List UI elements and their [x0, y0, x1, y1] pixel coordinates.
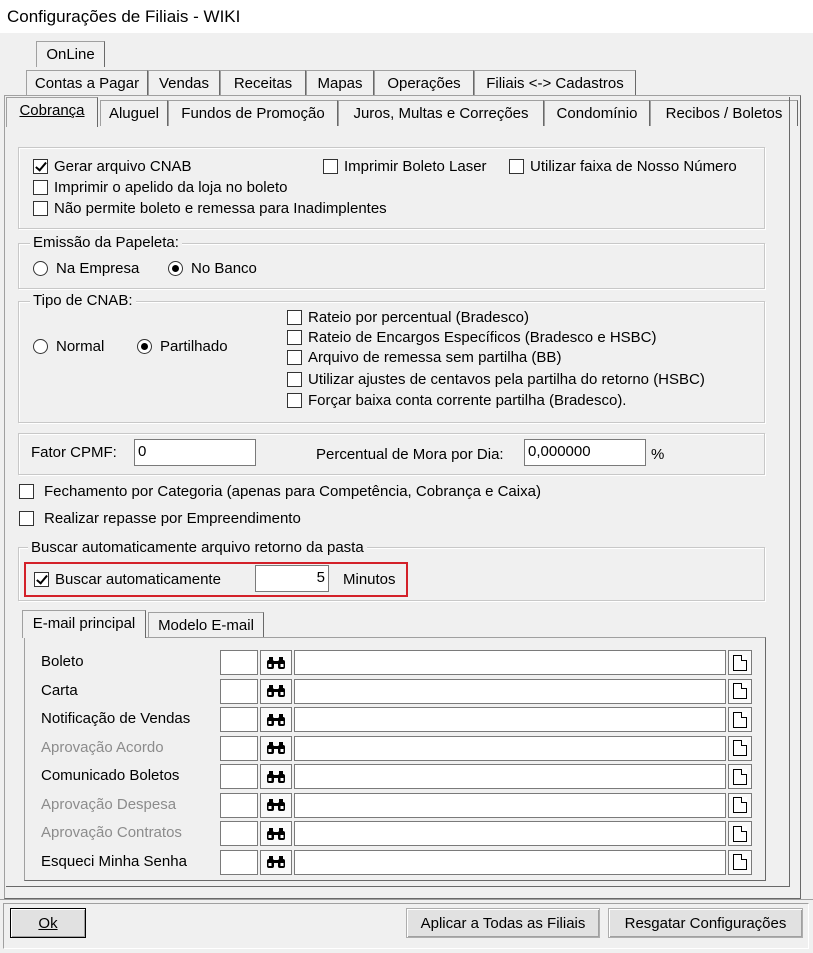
email-code-input[interactable] [220, 764, 258, 789]
email-description-input[interactable] [294, 736, 726, 761]
email-row [25, 821, 765, 847]
document-glyph [733, 740, 747, 756]
binoculars-icon[interactable] [260, 650, 292, 675]
tab-email-principal[interactable] [22, 610, 146, 638]
checkbox-box[interactable] [33, 159, 48, 174]
document-icon[interactable] [728, 679, 752, 704]
email-code-input[interactable] [220, 793, 258, 818]
email-row [25, 850, 765, 876]
checkbox-label: Imprimir Boleto Laser [344, 158, 487, 175]
tab-label: E-mail principal [32, 615, 136, 632]
email-code-input[interactable] [220, 821, 258, 846]
minutos-label: Minutos [343, 571, 396, 588]
tab-label: Condomínio [556, 105, 638, 122]
binoculars-icon[interactable] [260, 679, 292, 704]
email-description-input[interactable] [294, 707, 726, 732]
fator-cpmf-input[interactable]: 0 [134, 439, 256, 466]
email-row-label: Comunicado Boletos [41, 767, 180, 784]
checkbox-label: Fechamento por Categoria (apenas para Competência, Cobrança e Caixa) [44, 483, 541, 500]
email-panel [24, 637, 766, 881]
document-glyph [733, 854, 747, 870]
email-description-input[interactable] [294, 793, 726, 818]
email-code-input[interactable] [220, 736, 258, 761]
checkbox-label: Rateio por percentual (Bradesco) [308, 309, 529, 326]
tipo-cnab-title: Tipo de CNAB: [30, 292, 136, 309]
email-row-label: Carta [41, 681, 78, 699]
ok-button-label: Ok [38, 915, 58, 932]
imprimir-laser-checkbox[interactable] [323, 158, 487, 175]
radio-label: Partilhado [160, 338, 228, 355]
apply-all-button[interactable] [406, 908, 600, 938]
checkbox-box[interactable] [287, 330, 302, 345]
checkbox-label: Arquivo de remessa sem partilha (BB) [308, 349, 562, 366]
document-glyph [733, 826, 747, 842]
checkbox-label: Não permite boleto e remessa para Inadimplentes [54, 200, 387, 217]
inadimplentes-checkbox[interactable] [33, 200, 387, 217]
checkbox-box[interactable] [287, 393, 302, 408]
radio-partilhado[interactable] [137, 338, 228, 355]
checkbox-label: Rateio de Encargos Específicos (Bradesco e HSBC) [308, 329, 657, 346]
repasse-empreendimento-checkbox[interactable] [19, 510, 301, 527]
checkbox-box[interactable] [323, 159, 338, 174]
document-glyph [733, 655, 747, 671]
checkbox-box[interactable] [19, 484, 34, 499]
tab-modelo-email[interactable] [148, 612, 264, 638]
email-description-input[interactable] [294, 679, 726, 704]
fechamento-categoria-checkbox[interactable] [19, 483, 541, 500]
document-glyph [733, 712, 747, 728]
document-glyph [733, 683, 747, 699]
rateio-percentual-checkbox[interactable] [287, 309, 529, 326]
email-row-label: Aprovação Contratos [41, 824, 182, 841]
rateio-encargos-checkbox[interactable] [287, 329, 657, 346]
tab-online[interactable] [36, 41, 105, 67]
tab-label: Modelo E-mail [158, 617, 254, 634]
minutos-input[interactable]: 5 [255, 565, 329, 592]
email-description-input[interactable] [294, 650, 726, 675]
remessa-sem-partilha-checkbox[interactable] [287, 349, 561, 366]
email-row [25, 707, 765, 733]
tab-cobranca[interactable] [6, 97, 98, 127]
email-row [25, 736, 765, 762]
tab-receitas[interactable] [220, 70, 306, 96]
mora-unit: % [651, 446, 665, 463]
radio-circle[interactable] [33, 339, 48, 354]
binoculars-glyph [266, 713, 286, 727]
email-code-input[interactable] [220, 707, 258, 732]
apply-all-button-label: Aplicar a Todas as Filiais [420, 915, 586, 932]
fator-cpmf-label: Fator CPMF: [31, 444, 117, 461]
checkbox-label: Buscar automaticamente [55, 571, 221, 588]
forcar-baixa-checkbox[interactable] [287, 392, 626, 409]
faixa-nosso-numero-checkbox[interactable] [509, 158, 737, 175]
tab-label: Juros, Multas e Correções [353, 105, 529, 122]
binoculars-glyph [266, 798, 286, 812]
binoculars-icon[interactable] [260, 707, 292, 732]
mora-label: Percentual de Mora por Dia: [316, 446, 504, 463]
email-row [25, 679, 765, 705]
gerar-cnab-checkbox[interactable] [33, 158, 192, 175]
restore-config-button-label: Resgatar Configurações [624, 915, 787, 932]
checkbox-label: Realizar repasse por Empreendimento [44, 510, 301, 527]
tab-label: Vendas [158, 75, 210, 92]
ok-button[interactable] [10, 908, 86, 938]
binoculars-glyph [266, 770, 286, 784]
tab-label: Mapas [317, 75, 363, 92]
tab-label: OnLine [46, 46, 95, 63]
checkbox-box[interactable] [19, 511, 34, 526]
email-row-label: Aprovação Despesa [41, 795, 177, 813]
tab-label: Recibos / Boletos [665, 105, 783, 122]
document-icon[interactable] [728, 764, 752, 789]
document-icon[interactable] [728, 850, 752, 875]
radio-no-banco[interactable] [168, 260, 257, 277]
tab-label: Filiais <-> Cadastros [486, 75, 624, 92]
tab-label: Cobrança [19, 102, 85, 119]
checkbox-box[interactable] [34, 572, 49, 587]
email-code-input[interactable] [220, 850, 258, 875]
radio-label: No Banco [191, 260, 257, 277]
checkbox-label: Forçar baixa conta corrente partilha (Bradesco). [308, 392, 627, 409]
buscar-title: Buscar automaticamente arquivo retorno da pasta [28, 539, 367, 556]
email-row [25, 650, 765, 676]
checkbox-box[interactable] [509, 159, 524, 174]
checkbox-box[interactable] [287, 310, 302, 325]
mora-input[interactable]: 0,000000 [524, 439, 646, 466]
email-code-input[interactable] [220, 650, 258, 675]
checkbox-box[interactable] [33, 180, 48, 195]
binoculars-icon[interactable] [260, 736, 292, 761]
document-icon[interactable] [728, 650, 752, 675]
restore-config-button[interactable] [608, 908, 803, 938]
radio-circle[interactable] [137, 339, 152, 354]
tab-label: Fundos de Promoção [181, 105, 325, 122]
tab-label: Contas a Pagar [34, 75, 140, 92]
apelido-loja-checkbox[interactable] [33, 179, 287, 196]
tab-filiais-cadastros[interactable] [474, 70, 636, 96]
document-icon[interactable] [728, 707, 752, 732]
email-description-input[interactable] [294, 850, 726, 875]
radio-circle[interactable] [168, 261, 183, 276]
checkbox-box[interactable] [287, 350, 302, 365]
checkbox-box[interactable] [287, 372, 302, 387]
email-row [25, 793, 765, 819]
client-area [0, 33, 813, 953]
tab-vendas[interactable] [148, 70, 220, 96]
email-description-input[interactable] [294, 821, 726, 846]
document-glyph [733, 797, 747, 813]
checkbox-label: Imprimir o apelido da loja no boleto [54, 179, 288, 196]
tab-label: Operações [387, 75, 461, 92]
email-row-label: Boleto [41, 653, 84, 670]
tab-contas-a-pagar[interactable] [26, 70, 148, 96]
radio-circle[interactable] [33, 261, 48, 276]
email-row-label: Notificação de Vendas [41, 710, 191, 727]
document-glyph [733, 769, 747, 785]
binoculars-icon[interactable] [260, 821, 292, 846]
document-icon[interactable] [728, 736, 752, 761]
tab-mapas[interactable] [306, 70, 374, 96]
ajustes-centavos-checkbox[interactable] [287, 371, 705, 388]
radio-normal[interactable] [33, 338, 104, 355]
checkbox-label: Gerar arquivo CNAB [54, 158, 192, 175]
binoculars-glyph [266, 827, 286, 841]
tab-label: Receitas [233, 75, 293, 92]
buscar-automaticamente-checkbox[interactable] [34, 571, 221, 588]
radio-na-empresa[interactable] [33, 260, 139, 277]
email-code-input[interactable] [220, 679, 258, 704]
binoculars-glyph [266, 656, 286, 670]
binoculars-icon[interactable] [260, 764, 292, 789]
tab-operacoes[interactable] [374, 70, 474, 96]
checkbox-label: Utilizar faixa de Nosso Número [530, 158, 737, 175]
emissao-title: Emissão da Papeleta: [30, 234, 182, 251]
document-icon[interactable] [728, 793, 752, 818]
tab-label: Aluguel [108, 105, 160, 122]
radio-label: Normal [56, 338, 105, 355]
binoculars-glyph [266, 855, 286, 869]
document-icon[interactable] [728, 821, 752, 846]
window-title: Configurações de Filiais - WIKI [0, 0, 813, 33]
email-description-input[interactable] [294, 764, 726, 789]
binoculars-icon[interactable] [260, 850, 292, 875]
binoculars-icon[interactable] [260, 793, 292, 818]
checkbox-box[interactable] [33, 201, 48, 216]
email-row-label: Esqueci Minha Senha [41, 852, 187, 870]
binoculars-glyph [266, 684, 286, 698]
email-row [25, 764, 765, 790]
checkbox-label: Utilizar ajustes de centavos pela partilha do retorno (HSBC) [308, 371, 705, 388]
binoculars-glyph [266, 741, 286, 755]
email-row-label: Aprovação Acordo [41, 738, 164, 756]
radio-label: Na Empresa [56, 260, 140, 277]
